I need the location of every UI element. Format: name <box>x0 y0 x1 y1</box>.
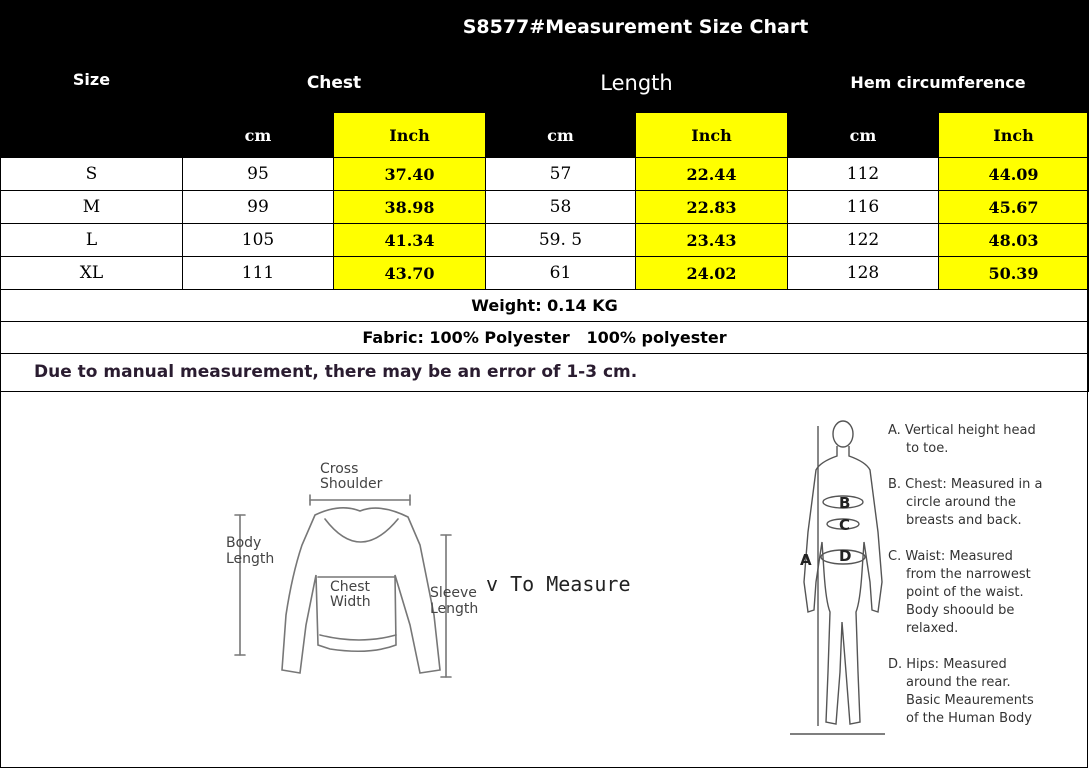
sweater-diagram <box>220 455 490 695</box>
length-inch-cell: 23.43 <box>636 224 788 257</box>
legend-a-line-1: A. Vertical height head <box>888 423 1036 438</box>
chest-cm-cell: 95 <box>183 158 334 191</box>
chest-inch-header: Inch <box>334 113 486 158</box>
legend-a-line-2: to toe. <box>906 441 949 456</box>
legend-d-line-4: of the Human Body <box>906 711 1032 726</box>
chart-title: S8577#Measurement Size Chart <box>183 1 1089 53</box>
chest-label-2: Width <box>330 594 371 610</box>
length-cm-cell: 59. 5 <box>486 224 636 257</box>
chest-header: Chest <box>183 53 486 113</box>
cross-label-2: Shoulder <box>320 476 383 492</box>
legend-item-a <box>888 422 1078 458</box>
legend-c-line-5: relaxed. <box>906 621 959 636</box>
length-inch-header: Inch <box>636 113 788 158</box>
legend-item-d <box>888 656 1078 728</box>
chest-cm-cell: 111 <box>183 257 334 290</box>
legend-c-line-4: Body shoould be <box>906 603 1015 618</box>
length-inch-cell: 22.83 <box>636 191 788 224</box>
legend-b-line-2: circle around the <box>906 495 1016 510</box>
size-cell: XL <box>1 257 183 290</box>
chest-inch-cell: 43.70 <box>334 257 486 290</box>
hem-inch-header: Inch <box>939 113 1089 158</box>
how-to-measure-heading: v To Measure <box>486 572 631 596</box>
chest-label-1: Chest <box>330 579 371 595</box>
cross-label-1: Cross <box>320 461 359 477</box>
fabric-extra-text: 100% polyester <box>586 328 727 347</box>
length-cm-cell: 58 <box>486 191 636 224</box>
figure-letter-c: C <box>839 516 851 534</box>
size-cell: M <box>1 191 183 224</box>
chest-cm-header: cm <box>183 113 334 158</box>
fabric-text: Fabric: 100% Polyester <box>362 328 570 347</box>
sleeve-label-1: Sleeve <box>430 585 477 601</box>
hem-cm-cell: 116 <box>788 191 939 224</box>
legend-c-line-3: point of the waist. <box>906 585 1024 600</box>
chest-inch-cell: 41.34 <box>334 224 486 257</box>
legend-item-c <box>888 548 1078 638</box>
hem-inch-cell: 48.03 <box>939 224 1089 257</box>
body-label-1: Body <box>226 535 262 551</box>
legend-d-line-3: Basic Meaurements <box>906 693 1034 708</box>
legend-c-line-2: from the narrowest <box>906 567 1031 582</box>
chest-cm-cell: 99 <box>183 191 334 224</box>
figure-letter-a: A <box>800 551 812 569</box>
hem-cm-cell: 112 <box>788 158 939 191</box>
length-inch-cell: 22.44 <box>636 158 788 191</box>
length-cm-header: cm <box>486 113 636 158</box>
legend-d-line-2: around the rear. <box>906 675 1011 690</box>
figure-letter-d: D <box>839 547 852 565</box>
chest-inch-cell: 38.98 <box>334 191 486 224</box>
legend-b-line-3: breasts and back. <box>906 513 1022 528</box>
size-cell: L <box>1 224 183 257</box>
length-cm-cell: 61 <box>486 257 636 290</box>
chest-inch-cell: 37.40 <box>334 158 486 191</box>
length-inch-cell: 24.02 <box>636 257 788 290</box>
legend-c-line-1: C. Waist: Measured <box>888 549 1013 564</box>
legend-d-line-1: D. Hips: Measured <box>888 657 1007 672</box>
hem-header: Hem circumference <box>788 53 1089 113</box>
legend-item-b <box>888 476 1078 530</box>
length-header: Length <box>486 53 788 113</box>
hem-inch-cell: 44.09 <box>939 158 1089 191</box>
legend-b-line-1: B. Chest: Measured in a <box>888 477 1043 492</box>
chest-cm-cell: 105 <box>183 224 334 257</box>
weight-text: Weight: 0.14 KG <box>471 296 618 315</box>
body-label-2: Length <box>226 551 275 567</box>
sleeve-label-2: Length <box>430 601 479 617</box>
body-figure-diagram <box>790 412 885 742</box>
size-header: Size <box>1 1 183 158</box>
hem-cm-cell: 122 <box>788 224 939 257</box>
length-cm-cell: 57 <box>486 158 636 191</box>
hem-cm-cell: 128 <box>788 257 939 290</box>
hem-inch-cell: 50.39 <box>939 257 1089 290</box>
measurement-legend <box>888 422 1078 746</box>
figure-letter-b: B <box>839 494 851 512</box>
size-cell: S <box>1 158 183 191</box>
hem-cm-header: cm <box>788 113 939 158</box>
measurement-note: Due to manual measurement, there may be an error of 1-3 cm. <box>34 362 638 382</box>
hem-inch-cell: 45.67 <box>939 191 1089 224</box>
